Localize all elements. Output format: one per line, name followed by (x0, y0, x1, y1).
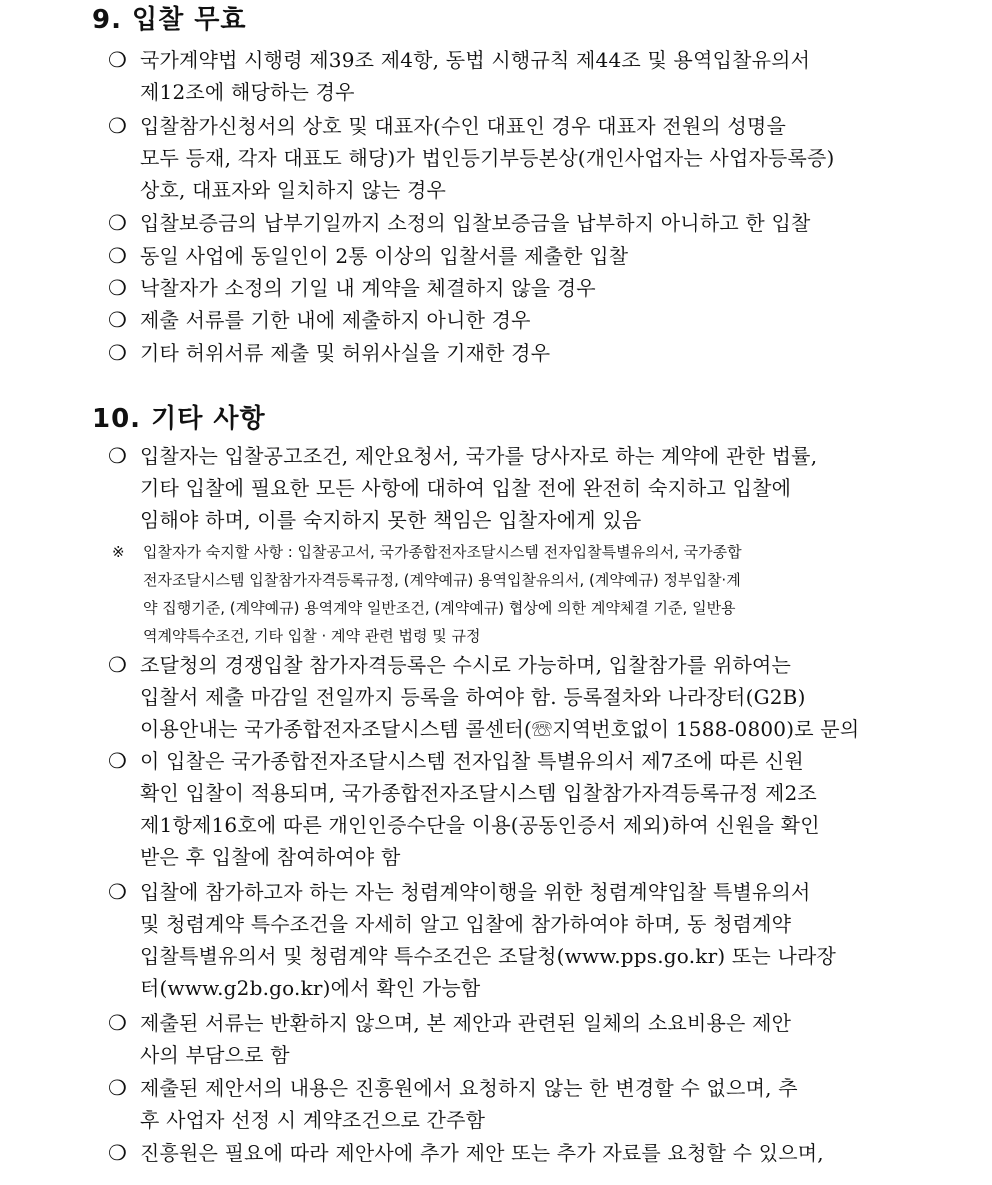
text-line: 동일 사업에 동일인이 2통 이상의 입찰서를 제출한 입찰 (140, 244, 629, 268)
section-9-item-5-text (140, 272, 900, 304)
text-line: 입찰에 참가하고자 하는 자는 청렴계약이행을 위한 청렴계약입찰 특별유의서 (140, 880, 811, 904)
text-line: 모두 등재, 각자 대표도 해당)가 법인등기부등본상(개인사업자는 사업자등록증) (140, 146, 835, 170)
note-line: 역계약특수조건, 기타 입찰 · 계약 관련 법령 및 규정 (143, 627, 481, 645)
bullet-circle-icon: ❍ (108, 1011, 127, 1035)
text-line: 국가계약법 시행령 제39조 제4항, 동법 시행규칙 제44조 및 용역입찰유의서 (140, 48, 811, 72)
bullet-circle-icon: ❍ (108, 880, 127, 904)
text-line: 이용안내는 국가종합전자조달시스템 콜센터(☏지역번호없이 1588-0800)로 문의 (140, 717, 860, 741)
bullet-circle-icon: ❍ (108, 749, 127, 773)
text-line: 입찰참가신청서의 상호 및 대표자(수인 대표인 경우 대표자 전원의 성명을 (140, 114, 787, 138)
bullet-circle-icon: ❍ (108, 653, 127, 677)
text-line: 받은 후 입찰에 참여하여야 함 (140, 845, 401, 869)
text-line: 이 입찰은 국가종합전자조달시스템 전자입찰 특별유의서 제7조에 따른 신원 (140, 749, 804, 773)
section-9-item-7-text (140, 337, 900, 369)
bullet-circle-icon: ❍ (108, 444, 127, 468)
reference-mark-icon: ※ (112, 543, 125, 561)
text-line: 확인 입찰이 적용되며, 국가종합전자조달시스템 입찰참가자격등록규정 제2조 (140, 781, 817, 805)
text-line: 기타 허위서류 제출 및 허위사실을 기재한 경우 (140, 341, 551, 365)
bullet-circle-icon: ❍ (108, 211, 127, 235)
text-line: 터(www.g2b.go.kr)에서 확인 가능함 (140, 976, 481, 1000)
section-10-heading: 10. 기타 사항 (92, 404, 266, 434)
bullet-circle-icon: ❍ (108, 48, 127, 72)
note-line: 약 집행기준, (계약예규) 용역계약 일반조건, (계약예규) 협상에 의한 계약체결 기준, 일반용 (143, 599, 736, 617)
bullet-circle-icon: ❍ (108, 1141, 127, 1165)
text-line: 입찰특별유의서 및 청렴계약 특수조건은 조달청(www.pps.go.kr) 또는 나라장 (140, 944, 837, 968)
text-line: 진흥원은 필요에 따라 제안사에 추가 제안 또는 추가 자료를 요청할 수 있으며, (140, 1141, 824, 1165)
text-line: 제12조에 해당하는 경우 (140, 80, 355, 104)
bullet-circle-icon: ❍ (108, 276, 127, 300)
bullet-circle-icon: ❍ (108, 114, 127, 138)
note-line: 입찰자가 숙지할 사항 : 입찰공고서, 국가종합전자조달시스템 전자입찰특별유의서, 국가종합 (143, 543, 742, 561)
bullet-circle-icon: ❍ (108, 308, 127, 332)
text-line: 기타 입찰에 필요한 모든 사항에 대하여 입찰 전에 완전히 숙지하고 입찰에 (140, 476, 792, 500)
text-line: 사의 부담으로 함 (140, 1043, 290, 1067)
section-9-item-1-text (140, 44, 900, 108)
section-10-item-1-text (140, 440, 900, 536)
section-10-item-1-text (140, 649, 900, 745)
section-9-item-2-text (140, 110, 900, 206)
section-9-heading: 9. 입찰 무효 (92, 5, 247, 35)
section-10-item-6-text (140, 1137, 900, 1169)
section-9-item-6-text (140, 304, 900, 336)
note-text (143, 538, 895, 650)
text-line: 입찰자는 입찰공고조건, 제안요청서, 국가를 당사자로 하는 계약에 관한 법률, (140, 444, 818, 468)
text-line: 제1항제16호에 따른 개인인증수단을 이용(공동인증서 제외)하여 신원을 확인 (140, 813, 820, 837)
text-line: 입찰보증금의 납부기일까지 소정의 입찰보증금을 납부하지 아니하고 한 입찰 (140, 211, 811, 235)
bullet-circle-icon: ❍ (108, 1076, 127, 1100)
note-line: 전자조달시스템 입찰참가자격등록규정, (계약예규) 용역입찰유의서, (계약예규) 정부입찰·계 (143, 571, 741, 589)
text-line: 제출 서류를 기한 내에 제출하지 아니한 경우 (140, 308, 531, 332)
section-10-item-5-text (140, 1072, 900, 1136)
text-line: 후 사업자 선정 시 계약조건으로 간주함 (140, 1108, 486, 1132)
text-line: 입찰서 제출 마감일 전일까지 등록을 하여야 함. 등록절차와 나라장터(G2B) (140, 685, 806, 709)
section-9-item-4-text (140, 240, 900, 272)
text-line: 및 청렴계약 특수조건을 자세히 알고 입찰에 참가하여야 하며, 동 청렴계약 (140, 912, 792, 936)
section-10-item-3-text (140, 876, 900, 1004)
text-line: 임해야 하며, 이를 숙지하지 못한 책임은 입찰자에게 있음 (140, 508, 642, 532)
section-10-item-4-text (140, 1007, 900, 1071)
text-line: 제출된 제안서의 내용은 진흥원에서 요청하지 않는 한 변경할 수 없으며, 추 (140, 1076, 798, 1100)
text-line: 낙찰자가 소정의 기일 내 계약을 체결하지 않을 경우 (140, 276, 596, 300)
bullet-circle-icon: ❍ (108, 244, 127, 268)
text-line: 상호, 대표자와 일치하지 않는 경우 (140, 178, 447, 202)
section-9-item-3-text (140, 207, 900, 239)
bullet-circle-icon: ❍ (108, 341, 127, 365)
section-10-item-2-text (140, 745, 900, 873)
text-line: 제출된 서류는 반환하지 않으며, 본 제안과 관련된 일체의 소요비용은 제안 (140, 1011, 792, 1035)
text-line: 조달청의 경쟁입찰 참가자격등록은 수시로 가능하며, 입찰참가를 위하여는 (140, 653, 792, 677)
